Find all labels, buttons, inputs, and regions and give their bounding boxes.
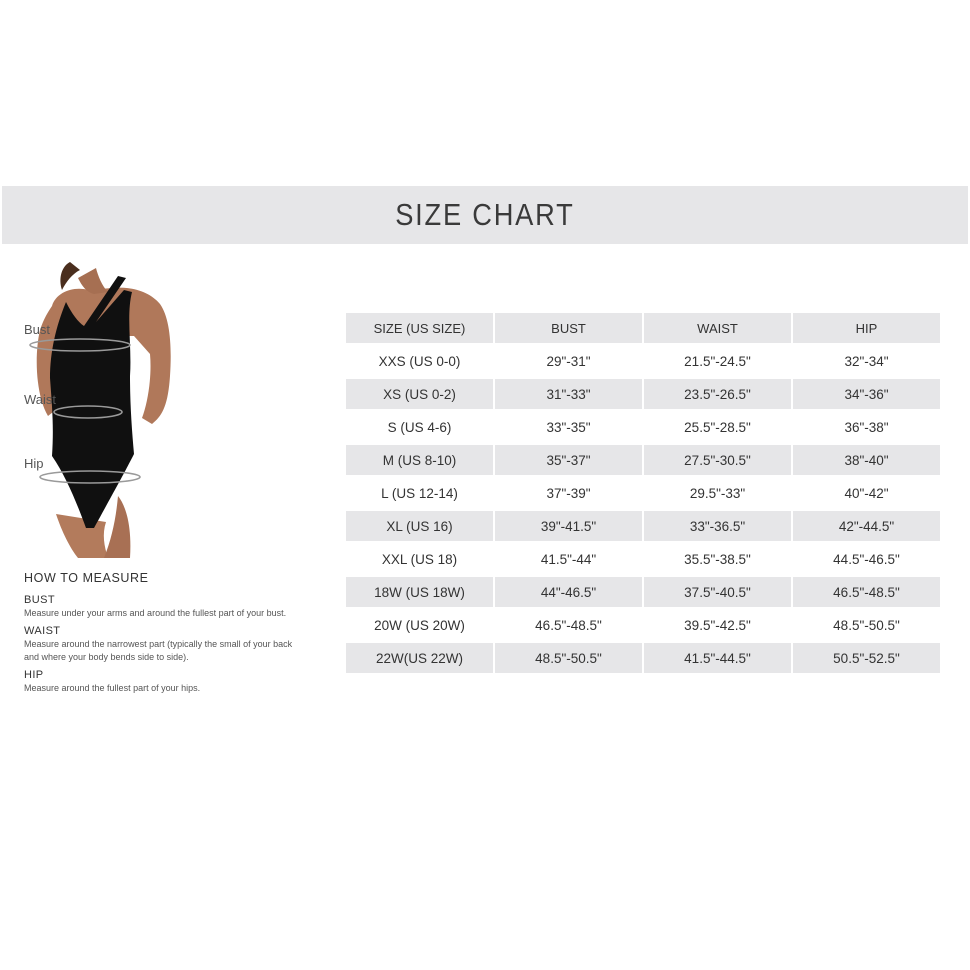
bust-cell: 44"-46.5" <box>495 577 642 607</box>
bust-cell: 39"-41.5" <box>495 511 642 541</box>
size-cell: S (US 4-6) <box>346 412 493 442</box>
header-size: SIZE (US SIZE) <box>346 313 493 343</box>
model-figure <box>22 256 182 558</box>
waist-cell: 25.5"-28.5" <box>644 412 791 442</box>
table-row <box>346 478 940 508</box>
hip-label: Hip <box>24 456 44 471</box>
table-header-row <box>346 313 940 343</box>
size-cell: XXL (US 18) <box>346 544 493 574</box>
waist-cell: 39.5"-42.5" <box>644 610 791 640</box>
bust-cell: 41.5"-44" <box>495 544 642 574</box>
hip-description: Measure around the fullest part of your hips. <box>24 683 201 693</box>
bust-cell: 29"-31" <box>495 346 642 376</box>
bust-cell: 33"-35" <box>495 412 642 442</box>
size-chart-table <box>344 310 942 676</box>
hip-cell: 34"-36" <box>793 379 940 409</box>
header-bust: BUST <box>495 313 642 343</box>
hip-cell: 38"-40" <box>793 445 940 475</box>
table-row <box>346 511 940 541</box>
waist-cell: 27.5"-30.5" <box>644 445 791 475</box>
table-row <box>346 610 940 640</box>
hip-cell: 44.5"-46.5" <box>793 544 940 574</box>
waist-cell: 35.5"-38.5" <box>644 544 791 574</box>
bust-cell: 35"-37" <box>495 445 642 475</box>
table-row <box>346 379 940 409</box>
header-hip: HIP <box>793 313 940 343</box>
size-cell: 22W(US 22W) <box>346 643 493 673</box>
waist-cell: 23.5"-26.5" <box>644 379 791 409</box>
waist-cell: 21.5"-24.5" <box>644 346 791 376</box>
table-row <box>346 346 940 376</box>
bust-label: Bust <box>24 322 51 337</box>
size-cell: XS (US 0-2) <box>346 379 493 409</box>
hip-cell: 46.5"-48.5" <box>793 577 940 607</box>
waist-cell: 29.5"-33" <box>644 478 791 508</box>
hip-cell: 32"-34" <box>793 346 940 376</box>
table-row <box>346 412 940 442</box>
size-cell: 18W (US 18W) <box>346 577 493 607</box>
how-to-measure <box>24 571 304 700</box>
table-row <box>346 643 940 673</box>
how-to-heading: HOW TO MEASURE <box>24 571 149 585</box>
waist-cell: 33"-36.5" <box>644 511 791 541</box>
title-band <box>2 186 968 244</box>
waist-label: Waist <box>24 392 57 407</box>
bust-description: Measure under your arms and around the fullest part of your bust. <box>24 608 287 618</box>
bust-cell: 31"-33" <box>495 379 642 409</box>
size-cell: L (US 12-14) <box>346 478 493 508</box>
hip-cell: 42"-44.5" <box>793 511 940 541</box>
size-cell: XL (US 16) <box>346 511 493 541</box>
waist-cell: 37.5"-40.5" <box>644 577 791 607</box>
hip-heading: HIP <box>24 669 44 681</box>
hip-cell: 36"-38" <box>793 412 940 442</box>
table-row <box>346 577 940 607</box>
size-cell: XXS (US 0-0) <box>346 346 493 376</box>
bust-cell: 37"-39" <box>495 478 642 508</box>
size-cell: M (US 8-10) <box>346 445 493 475</box>
table-row <box>346 445 940 475</box>
table-row <box>346 544 940 574</box>
bust-cell: 48.5"-50.5" <box>495 643 642 673</box>
size-cell: 20W (US 20W) <box>346 610 493 640</box>
bust-cell: 46.5"-48.5" <box>495 610 642 640</box>
waist-description: Measure around the narrowest part (typically the small of your back and where your body bends side to side). <box>24 639 293 662</box>
hip-cell: 48.5"-50.5" <box>793 610 940 640</box>
hip-cell: 50.5"-52.5" <box>793 643 940 673</box>
page-title: SIZE CHART <box>395 197 575 232</box>
bust-heading: BUST <box>24 594 55 606</box>
hip-cell: 40"-42" <box>793 478 940 508</box>
waist-heading: WAIST <box>24 625 61 637</box>
model-illustration <box>22 256 182 558</box>
waist-cell: 41.5"-44.5" <box>644 643 791 673</box>
header-waist: WAIST <box>644 313 791 343</box>
